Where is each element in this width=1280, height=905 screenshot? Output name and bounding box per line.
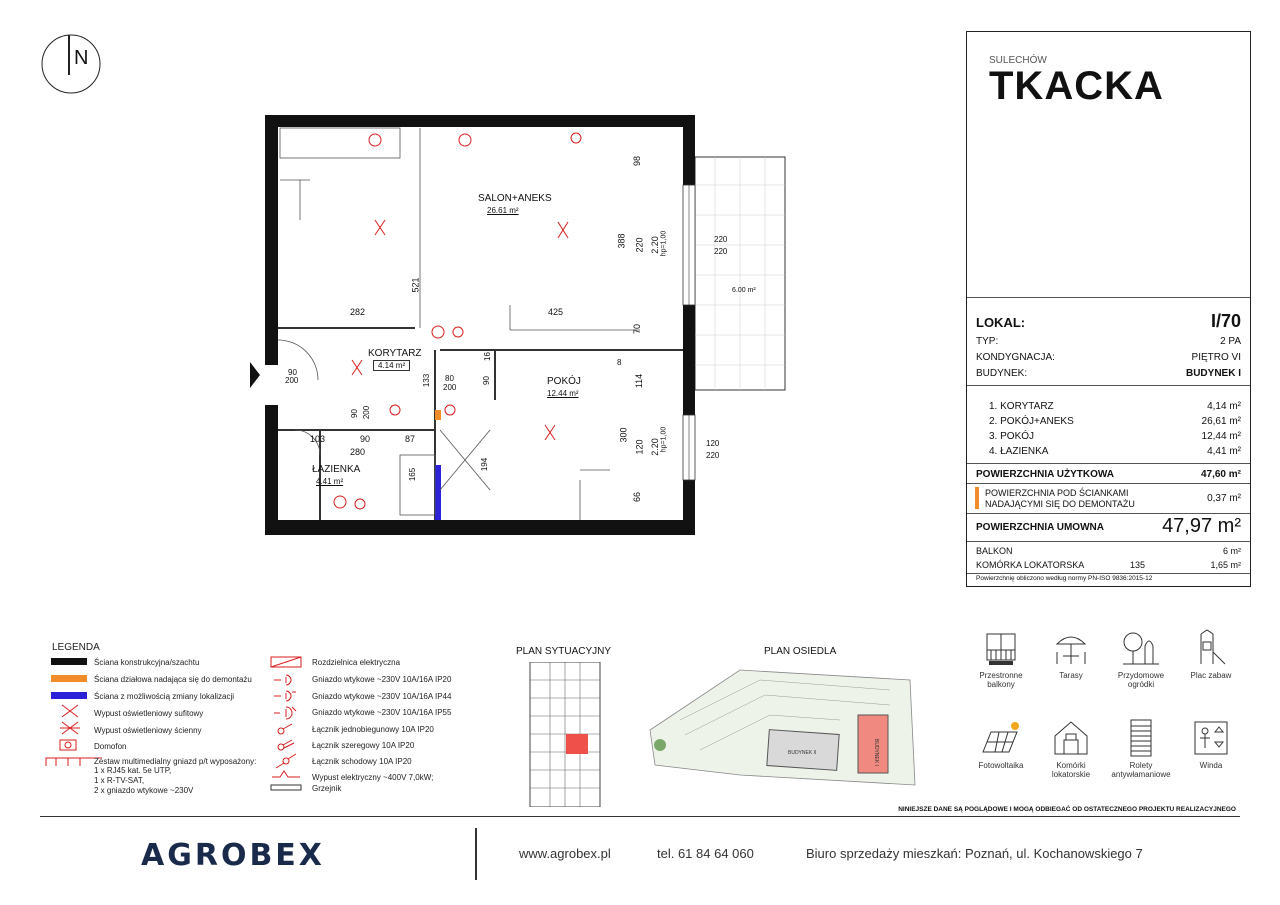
dim: 220 <box>706 451 720 460</box>
room-area: 12,44 m² <box>1201 431 1241 442</box>
legend-label: Ściana z możliwością zmiany lokalizacji <box>94 692 235 701</box>
dim: 200 <box>362 405 372 420</box>
room-salon-area: 26.61 m² <box>487 206 519 215</box>
budynek-value: BUDYNEK I <box>1185 368 1241 379</box>
amenity-label: Rolety <box>1129 761 1153 770</box>
balkon-row <box>976 546 1241 556</box>
amenity-item <box>1181 718 1241 770</box>
legend-label: 1 x R-TV-SAT, <box>94 776 145 785</box>
ceiling-light-icon <box>58 703 82 719</box>
room-name: 3. POKÓJ <box>989 431 1035 442</box>
demolition-wall-swatch <box>51 675 87 682</box>
amenity-label: antywłamaniowe <box>1111 770 1171 779</box>
amenity-label: Przydomowe <box>1117 671 1165 680</box>
balkon-value: 6 m² <box>1223 546 1241 556</box>
terrace-icon <box>1051 628 1091 668</box>
legend-label: Gniazdo wtykowe ~230V 10A/16A IP55 <box>312 708 452 717</box>
dim: 300 <box>618 427 629 443</box>
typ-value: 2 PA <box>1220 336 1241 347</box>
amenity-item <box>971 718 1031 770</box>
amenity-item <box>1181 628 1241 680</box>
north-compass-icon <box>40 33 102 95</box>
lokal-row <box>976 311 1241 331</box>
structural-wall-swatch <box>51 658 87 665</box>
unit-highlight <box>566 734 588 754</box>
uzytkowa-value: 47,60 m² <box>1200 469 1241 480</box>
phone-link[interactable]: tel. 61 84 64 060 <box>657 846 754 861</box>
dim: 8 <box>617 358 622 367</box>
room-pokoj-area: 12.44 m² <box>547 389 579 398</box>
komorka-row <box>976 560 1241 570</box>
umowna-row <box>976 515 1241 537</box>
kondygnacja-value: PIĘTRO VI <box>1191 352 1241 363</box>
komorka-label: KOMÓRKA LOKATORSKA <box>976 560 1085 570</box>
legend-label: Wypust oświetleniowy sufitowy <box>94 709 204 718</box>
solar-panel-icon <box>979 718 1023 758</box>
intercom-icon <box>58 738 78 752</box>
project-title: TKACKA <box>989 64 1164 108</box>
amenity-label: Fotowoltaika <box>978 761 1024 770</box>
komorka-number: 135 <box>1130 560 1146 570</box>
dim: 280 <box>350 447 366 457</box>
legend-label: 2 x gniazdo wtykowe ~230V <box>94 786 194 795</box>
socket-ip20-icon <box>272 673 298 687</box>
norm-note: Powierzchnię obliczono według normy PN-ISO 9836:2015-12 <box>976 575 1153 582</box>
estate-plan-title: PLAN OSIEDLA <box>764 646 837 657</box>
radiator-icon <box>270 784 302 792</box>
room-list-item <box>989 446 1241 457</box>
uzytkowa-label: POWIERZCHNIA UŻYTKOWA <box>976 469 1114 480</box>
room-area: 26,61 m² <box>1201 416 1241 427</box>
amenity-item <box>971 628 1031 689</box>
dim: 194 <box>480 457 490 472</box>
dim: 114 <box>634 373 645 389</box>
amenity-label: Przestronne <box>979 671 1023 680</box>
dim: 103 <box>310 434 326 444</box>
office-address: Biuro sprzedaży mieszkań: Poznań, ul. Kochanowskiego 7 <box>806 846 1143 861</box>
dim: 16 <box>482 352 492 361</box>
umowna-value: 47,97 m² <box>1162 515 1241 537</box>
dim: hp=1,00 <box>660 426 668 453</box>
room-name: 1. KORYTARZ <box>989 401 1054 412</box>
lokal-label: LOKAL: <box>976 315 1026 330</box>
komorka-value: 1,65 m² <box>1210 560 1241 570</box>
room-korytarz-area: 4.14 m² <box>373 360 410 371</box>
estate-plan-map <box>640 660 920 800</box>
amenity-label: balkony <box>987 680 1015 689</box>
north-arrow <box>40 33 102 95</box>
room-name: 2. POKÓJ+ANEKS <box>989 416 1074 427</box>
city-name: SULECHÓW <box>989 55 1047 66</box>
dim: 220 <box>634 237 645 253</box>
site-plan-map <box>520 662 610 807</box>
socket-ip55-icon <box>272 705 298 721</box>
legend-label: Łącznik jednobiegunowy 10A IP20 <box>312 725 434 734</box>
staircase-switch-icon <box>274 753 298 769</box>
dim: 87 <box>405 434 416 444</box>
relocatable-wall-swatch <box>51 692 87 699</box>
legend-label: Ściana działowa nadająca się do demontażu <box>94 675 252 684</box>
legend-label: Łącznik szeregowy 10A IP20 <box>312 741 415 750</box>
dim: 120 <box>706 439 720 448</box>
legend-label: Domofon <box>94 742 127 751</box>
dim: 2.20 <box>649 236 660 254</box>
balcony-icon <box>981 628 1021 668</box>
kondygnacja-row <box>976 352 1241 363</box>
wall-light-icon <box>58 720 82 736</box>
dim: 200 <box>443 383 457 392</box>
power-outlet-400v-icon <box>270 768 302 780</box>
room-salon-name: SALON+ANEKS <box>478 193 552 204</box>
legend-label: Ściana konstrukcyjna/szachtu <box>94 658 200 667</box>
budynek-label: BUDYNEK: <box>976 368 1028 379</box>
amenity-label: lokatorskie <box>1051 770 1091 779</box>
relocatable-wall <box>435 465 441 520</box>
entrance-arrow <box>250 362 260 388</box>
dim: 120 <box>634 439 645 455</box>
legend-label: Wypust elektryczny ~400V 7,0kW; <box>312 773 434 782</box>
demolition-wall <box>435 410 441 420</box>
room-name: 4. ŁAZIENKA <box>989 446 1049 457</box>
legend-label: Gniazdo wtykowe ~230V 10A/16A IP44 <box>312 692 452 701</box>
site-plan-title: PLAN SYTUACYJNY <box>516 646 612 657</box>
dim: 200 <box>285 376 299 385</box>
single-switch-icon <box>274 722 298 736</box>
floor-plan <box>240 100 800 550</box>
typ-row <box>976 336 1241 347</box>
legend-label: Wypust oświetleniowy ścienny <box>94 726 202 735</box>
agrobex-logo: AGROBEX <box>141 838 325 873</box>
dim: hp=1,00 <box>660 230 668 257</box>
amenity-item <box>1041 718 1101 779</box>
dim: 388 <box>616 233 627 249</box>
room-list-item <box>989 431 1241 442</box>
website-link[interactable]: www.agrobex.pl <box>519 846 611 861</box>
elevator-icon <box>1191 718 1231 758</box>
legend-label: Łącznik schodowy 10A IP20 <box>312 757 412 766</box>
dim: 98 <box>632 155 643 167</box>
room-area: 4,41 m² <box>1207 446 1241 457</box>
room-list-item <box>989 401 1241 412</box>
amenity-label: Tarasy <box>1059 671 1083 680</box>
typ-label: TYP: <box>976 336 999 347</box>
dim: 133 <box>422 373 432 388</box>
dim: 90 <box>288 368 297 377</box>
amenity-label: Komórki <box>1056 761 1086 770</box>
info-panel <box>966 31 1251 587</box>
umowna-label: POWIERZCHNIA UMOWNA <box>976 522 1104 533</box>
room-korytarz-name: KORYTARZ <box>368 348 422 359</box>
amenity-item <box>1111 718 1171 779</box>
uzytkowa-row <box>976 469 1241 480</box>
room-pokoj-name: POKÓJ <box>547 376 581 387</box>
room-area: 4,14 m² <box>1207 401 1241 412</box>
dim: 70 <box>632 323 643 335</box>
partition-walls <box>278 328 683 520</box>
garden-icon <box>1119 628 1163 668</box>
dim: 220 <box>714 247 728 256</box>
legend-label: Grzejnik <box>312 784 342 793</box>
pod-label: POWIERZCHNIA POD ŚCIANKAMI <box>985 488 1129 498</box>
dim: 165 <box>408 467 418 482</box>
legend-label: Rozdzielnica elektryczna <box>312 658 401 667</box>
dim: 90 <box>349 409 359 418</box>
pod-label-2: NADAJĄCYMI SIĘ DO DEMONTAŻU <box>985 499 1135 509</box>
footer-divider <box>40 816 1240 817</box>
storage-icon <box>1051 718 1091 758</box>
room-lazienka-name: ŁAZIENKA <box>312 464 361 475</box>
distribution-board-icon <box>270 656 302 668</box>
room-list-item <box>989 416 1241 427</box>
socket-ip44-icon <box>272 689 298 703</box>
demolition-swatch <box>975 487 979 509</box>
blinds-icon <box>1121 718 1161 758</box>
playground-icon <box>1191 628 1231 668</box>
legend-label: Gniazdo wtykowe ~230V 10A/16A IP20 <box>312 675 452 684</box>
room-lazienka-area: 4.41 m² <box>316 477 344 486</box>
dim: 220 <box>714 235 728 244</box>
dim: 80 <box>445 374 454 383</box>
amenity-label: ogródki <box>1127 680 1155 689</box>
amenity-label: Plac zabaw <box>1190 671 1232 680</box>
north-label: N <box>74 47 89 69</box>
dim: 2.20 <box>649 438 660 456</box>
dim: 282 <box>350 307 366 317</box>
amenity-item <box>1041 628 1101 680</box>
legend-label: Zestaw multimedialny gniazd p/t wyposażony: <box>94 757 257 766</box>
pod-value: 0,37 m² <box>1207 493 1241 504</box>
room-balkon-area: 6.00 m² <box>732 287 756 294</box>
lokal-number: I/70 <box>1210 311 1241 331</box>
amenity-item <box>1111 628 1171 689</box>
series-switch-icon <box>274 738 298 752</box>
budynek-row <box>976 368 1241 379</box>
legend-title: LEGENDA <box>52 642 100 653</box>
building-i-label: BUDYNEK I <box>873 739 879 766</box>
legend-label: 1 x RJ45 kat. 5e UTP, <box>94 766 172 775</box>
electrical-symbols <box>334 133 581 509</box>
dim: 521 <box>410 277 421 293</box>
dim: 90 <box>360 434 371 444</box>
footer-separator <box>475 828 477 880</box>
dim: 425 <box>548 307 564 317</box>
balkon-label: BALKON <box>976 546 1013 556</box>
dim: 66 <box>632 491 643 503</box>
building-ii-label: BUDYNEK II <box>788 750 817 756</box>
kondygnacja-label: KONDYGNACJA: <box>976 352 1055 363</box>
disclaimer: NINIEJSZE DANE SĄ POGLĄDOWE I MOGĄ ODBIEGAĆ OD OSTATECZNEGO PROJEKTU REALIZACYJNEGO <box>898 806 1236 813</box>
dim: 90 <box>481 376 491 385</box>
amenity-label: Winda <box>1199 761 1223 770</box>
